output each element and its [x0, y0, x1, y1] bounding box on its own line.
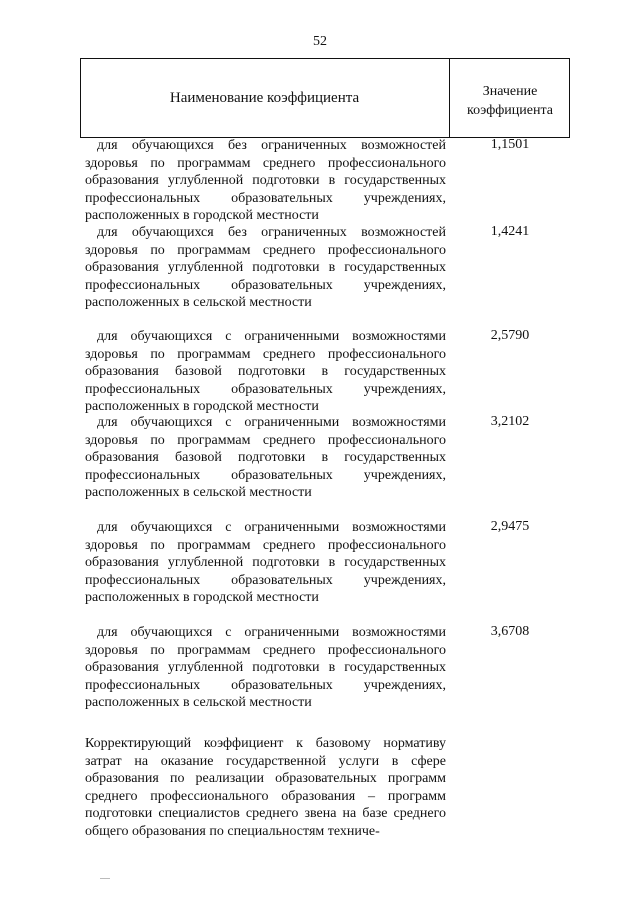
scan-speck [100, 878, 110, 879]
header-value-line1: Значение [482, 84, 538, 99]
coefficient-row-text: для обучающихся с ограниченными возможностями здоровья по программам среднего профессионального образования углубленной подготовки в государственных профессиональных образовательных учреждениях, расположенных в сельской местности [85, 625, 446, 710]
coefficient-row-text: для обучающихся с ограниченными возможностями здоровья по программам среднего профессионального образования углубленной подготовки в государственных профессиональных образовательных учреждениях, расположенных в городской местности [85, 520, 446, 605]
coefficient-row-text: для обучающихся с ограниченными возможностями здоровья по программам среднего профессионального образования базовой подготовки в государственных профессиональных образовательных учреждениях, расположенных в сельской местности [85, 415, 446, 500]
coefficient-row-text: для обучающихся без ограниченных возможностей здоровья по программам среднего профессионального образования углубленной подготовки в государственных профессиональных образовательных учреждениях, расположенных в городской местности [85, 138, 446, 223]
coefficient-row-value: 3,6708 [490, 624, 530, 639]
header-coefficient-value [450, 82, 570, 120]
coefficient-row-value: 1,4241 [490, 224, 530, 239]
coefficient-row-value: 2,9475 [490, 519, 530, 534]
coefficient-row-value: 1,1501 [490, 137, 530, 152]
coefficient-row-text: для обучающихся без ограниченных возможностей здоровья по программам среднего профессионального образования углубленной подготовки в государственных профессиональных образовательных учреждениях, расположенных в сельской местности [85, 225, 446, 310]
coefficient-row-text: для обучающихся с ограниченными возможностями здоровья по программам среднего профессионального образования базовой подготовки в государственных профессиональных образовательных учреждениях, расположенных в городской местности [85, 329, 446, 414]
header-value-line2: коэффициента [467, 103, 553, 118]
coefficient-row-value: 2,5790 [490, 328, 530, 343]
page-number: 52 [313, 34, 327, 49]
header-coefficient-name: Наименование коэффициента [169, 90, 360, 106]
corrective-coefficient-paragraph: Корректирующий коэффициент к базовому нормативу затрат на оказание государственной услуги в сфере образования по реализации образовательных программ среднего профессионального образования – программ подготовки специалистов среднего звена на базе среднего общего образования по специальностям техниче- [85, 736, 446, 839]
coefficient-row-value: 3,2102 [490, 414, 530, 429]
